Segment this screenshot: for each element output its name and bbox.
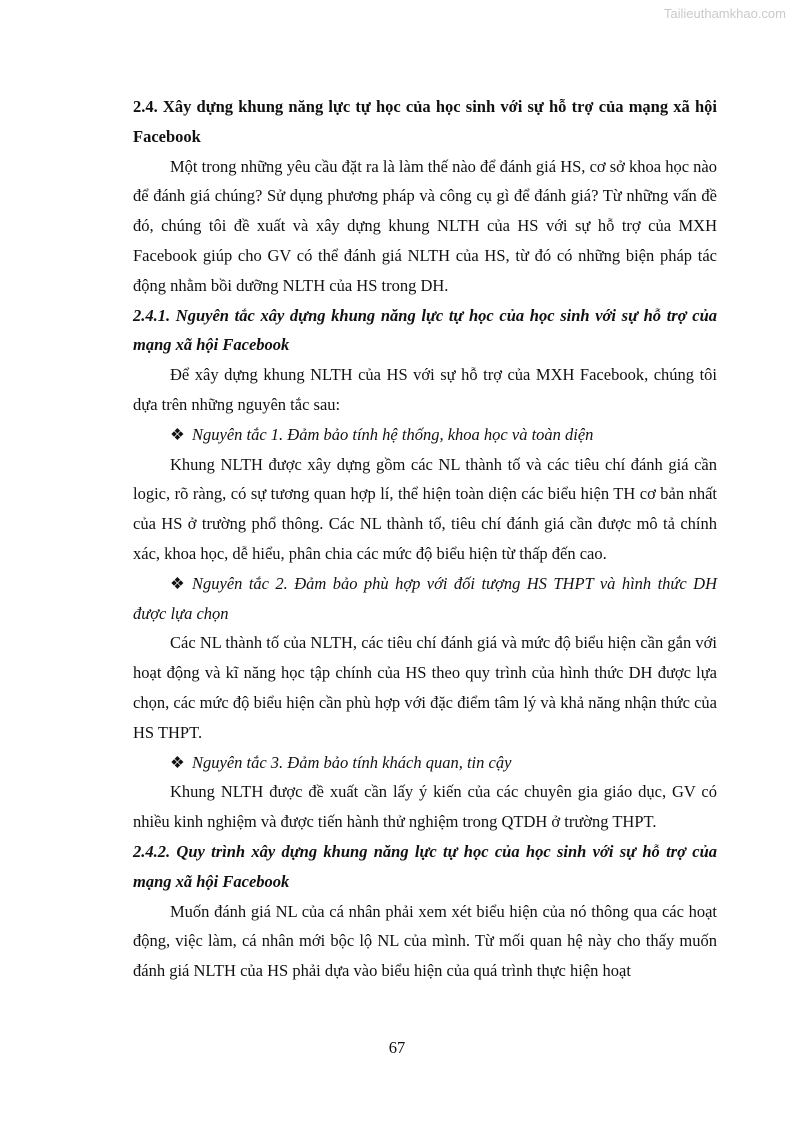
principle-3-heading [133,748,717,778]
diamond-bullet-icon: ❖ [170,752,185,772]
principle-1-heading [133,420,717,450]
diamond-bullet-icon: ❖ [170,424,185,444]
intro-paragraph: Một trong những yêu cầu đặt ra là làm thế nào để đánh giá HS, cơ sở khoa học nào để đánh giá chúng? Sử dụng phương pháp và công cụ gì để đánh giá? Từ những vấn đề đó, chúng tôi đề xuất và xây dựng khung NLTH của HS với sự hỗ trợ của MXH Facebook giúp cho GV có thể đánh giá NLTH của HS, từ đó có những biện pháp tác động nhằm bồi dưỡng NLTH của HS trong DH. [133,156,717,295]
page-number: 67 [388,1038,406,1057]
principle-1-text: Khung NLTH được xây dựng gồm các NL thành tố và các tiêu chí đánh giá cần logic, rõ ràng, có sự tương quan hợp lí, thể hiện toàn diện các biểu hiện TH cơ bản nhất của HS ở trường phổ thông. Các NL thành tố, tiêu chí đánh giá cần được mô tả chính xác, khoa học, dễ hiểu, phân chia các mức độ biểu hiện từ thấp đến cao. [133,454,717,563]
page-body [133,92,717,986]
principle-2-title: Nguyên tắc 2. Đảm bảo phù hợp với đối tượng HS THPT và hình thức DH được lựa chọn [133,573,717,623]
principle-1-title: Nguyên tắc 1. Đảm bảo tính hệ thống, khoa học và toàn diện [192,424,594,444]
principle-3-text: Khung NLTH được đề xuất cần lấy ý kiến của các chuyên gia giáo dục, GV có nhiều kinh nghiệm và được tiến hành thử nghiệm trong QTDH ở trường THPT. [133,782,717,832]
subsection-2-text: Muốn đánh giá NL của cá nhân phải xem xét biểu hiện của nó thông qua các hoạt động, việc làm, cá nhân mới bộc lộ NL của mình. Từ mối quan hệ này cho thấy muốn đánh giá NLTH của HS phải dựa vào biểu hiện của quá trình thực hiện hoạt [133,901,717,981]
principle-3-title: Nguyên tắc 3. Đảm bảo tính khách quan, tin cậy [192,752,512,772]
subsection-1-title: 2.4.1. Nguyên tắc xây dựng khung năng lực tự học của học sinh với sự hỗ trợ của mạng xã hội Facebook [133,305,717,355]
section-title: 2.4. Xây dựng khung năng lực tự học của học sinh với sự hỗ trợ của mạng xã hội Facebook [133,97,717,146]
subsection-2-title: 2.4.2. Quy trình xây dựng khung năng lực tự học của học sinh với sự hỗ trợ của mạng xã hội Facebook [133,841,717,891]
principle-2-text: Các NL thành tố của NLTH, các tiêu chí đánh giá và mức độ biểu hiện cần gắn với hoạt động và kĩ năng học tập chính của HS theo quy trình của hình thức DH được lựa chọn, các mức độ biểu hiện cần phù hợp với đặc điểm tâm lý và khả năng nhận thức của HS THPT. [133,633,717,742]
subsection-1-intro: Để xây dựng khung NLTH của HS với sự hỗ trợ của MXH Facebook, chúng tôi dựa trên những nguyên tắc sau: [133,365,717,414]
diamond-bullet-icon: ❖ [170,573,185,593]
principle-2-heading [133,569,717,629]
watermark: Tailieuthamkhao.com [663,6,786,21]
